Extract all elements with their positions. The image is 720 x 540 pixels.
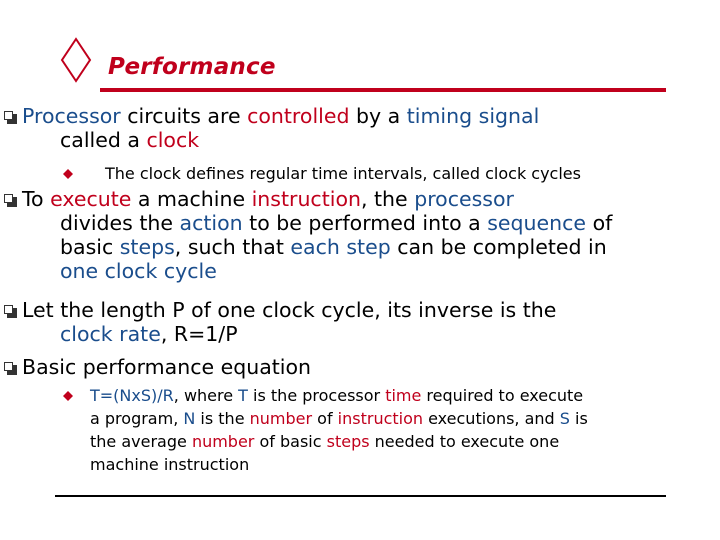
text-span: a machine (131, 187, 252, 211)
text-span: To (22, 187, 51, 211)
bullet-line (22, 298, 556, 322)
title-underline (100, 88, 666, 92)
bullet-line (60, 211, 612, 235)
bullet-line (60, 128, 199, 152)
text-span: timing signal (406, 104, 540, 128)
text-span: machine instruction (90, 455, 250, 474)
text-span: action (179, 211, 243, 235)
diamond-icon (60, 37, 92, 83)
sub-bullet-line (90, 454, 249, 476)
text-span: , the (360, 187, 415, 211)
text-span: circuits are (120, 104, 248, 128)
bullet-line (22, 104, 539, 128)
text-span: to be performed into a (242, 211, 488, 235)
text-span: , such that (174, 235, 291, 259)
text-span: sequence (487, 211, 587, 235)
text-span: of (586, 211, 613, 235)
sub-bullet-line (90, 408, 588, 430)
text-span: can be completed in (390, 235, 607, 259)
sub-bullet-line (90, 385, 583, 407)
text-span: the average (90, 432, 192, 451)
text-span: Basic performance equation (22, 355, 312, 379)
text-span: time (385, 386, 422, 405)
text-span: divides the (60, 211, 180, 235)
text-span: is (569, 409, 588, 428)
checkbox-bullet-icon (4, 362, 17, 375)
text-span: Let the length P of one clock cycle, its inverse is the (22, 298, 557, 322)
text-span: T (238, 386, 248, 405)
text-span: processor (414, 187, 514, 211)
text-span: The clock defines regular time intervals, called clock cycles (105, 164, 581, 183)
text-span: executions, and (423, 409, 560, 428)
diamond-bullet-icon (63, 391, 73, 401)
page-title: Performance (108, 54, 276, 80)
text-span: of (312, 409, 338, 428)
sub-bullet-line (105, 163, 581, 185)
text-span: Processor (22, 104, 121, 128)
bullet-line (60, 322, 238, 346)
text-span: a program, (90, 409, 184, 428)
text-span: clock (146, 128, 200, 152)
text-span: instruction (251, 187, 361, 211)
text-span: steps (326, 432, 370, 451)
text-span: basic (60, 235, 120, 259)
text-span: required to execute (421, 386, 584, 405)
text-span: of basic (254, 432, 327, 451)
checkbox-bullet-icon (4, 194, 17, 207)
text-span: N (183, 409, 196, 428)
sub-bullet-line (90, 431, 559, 453)
checkbox-bullet-icon (4, 111, 17, 124)
text-span: needed to execute one (369, 432, 560, 451)
text-span: called a (60, 128, 147, 152)
text-span: S (559, 409, 570, 428)
text-span: number (249, 409, 313, 428)
text-span: steps (119, 235, 175, 259)
diamond-bullet-icon (63, 169, 73, 179)
footer-rule (55, 495, 666, 497)
text-span: instruction (337, 409, 424, 428)
text-span: execute (50, 187, 132, 211)
text-span: by a (349, 104, 407, 128)
bullet-line (60, 259, 217, 283)
checkbox-bullet-icon (4, 305, 17, 318)
text-span: T=(NxS)/R (90, 386, 174, 405)
text-span: number (191, 432, 255, 451)
text-span: each step (290, 235, 391, 259)
text-span: controlled (247, 104, 350, 128)
text-span: clock rate (60, 322, 161, 346)
text-span: , R=1/P (160, 322, 238, 346)
bullet-line (60, 235, 607, 259)
text-span: one clock cycle (60, 259, 217, 283)
bullet-line (22, 187, 514, 211)
text-span: is the (195, 409, 250, 428)
text-span: is the processor (247, 386, 386, 405)
text-span: , where (173, 386, 239, 405)
bullet-line (22, 355, 311, 379)
